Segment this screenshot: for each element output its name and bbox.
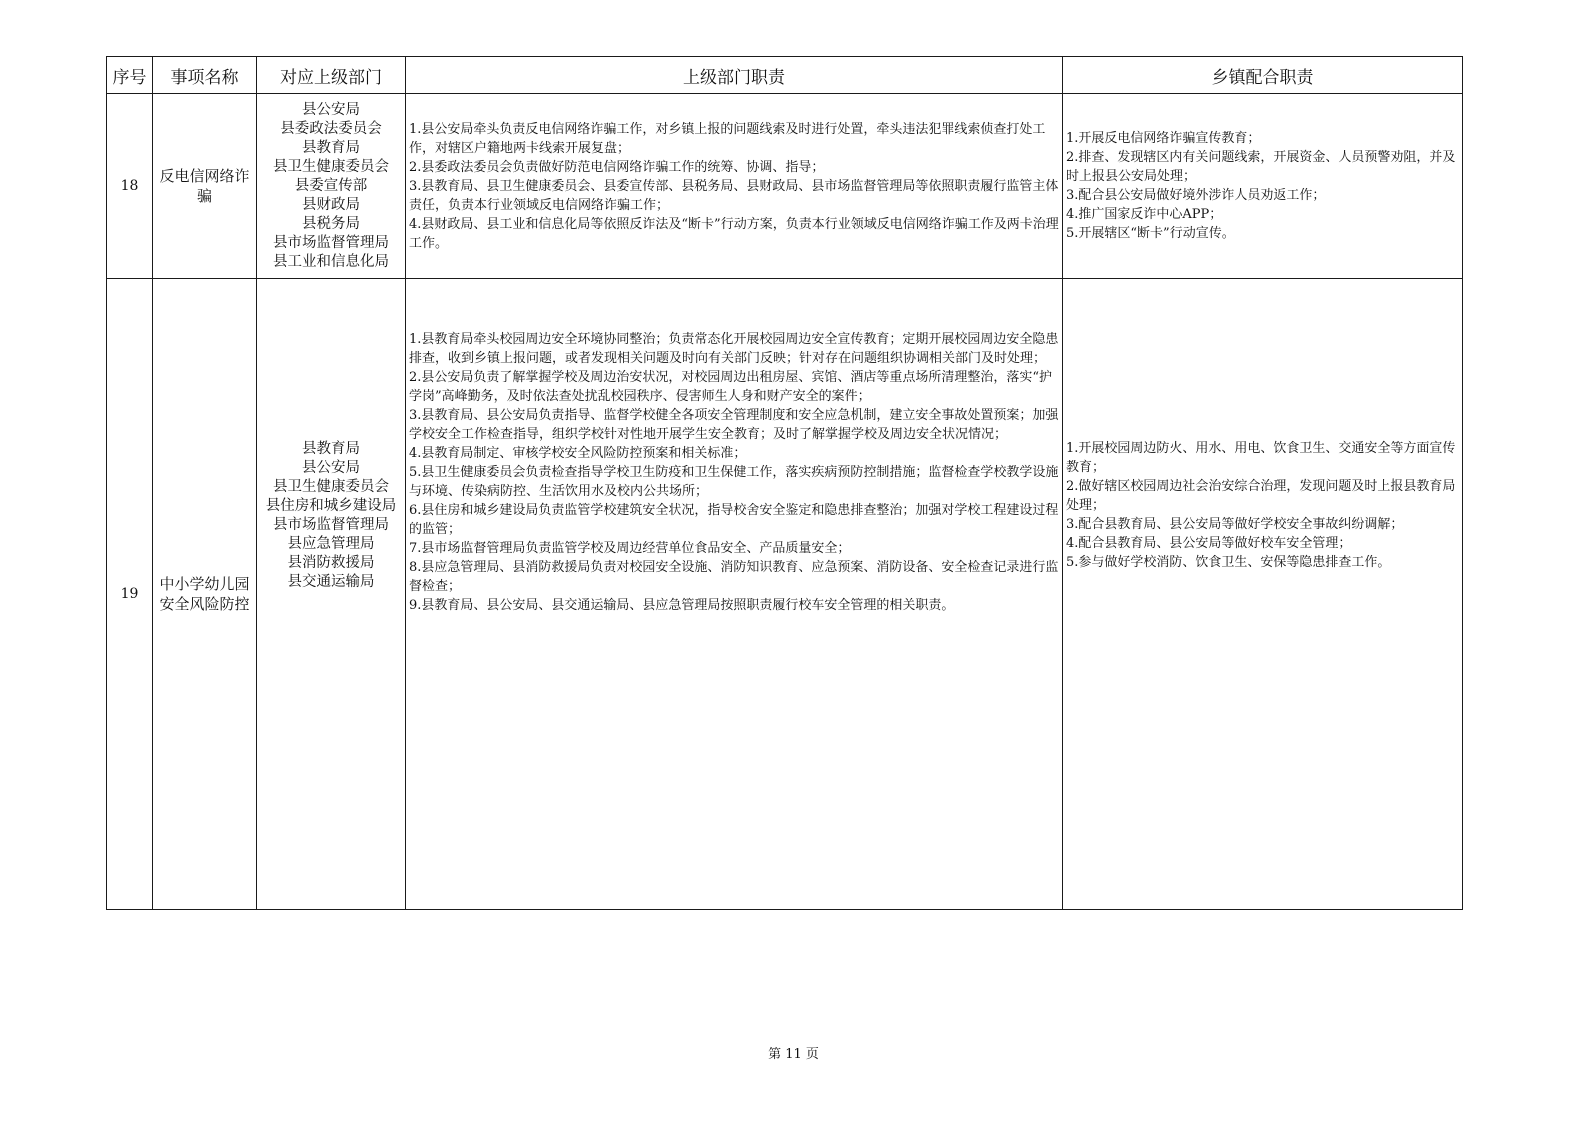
dept-item: 县税务局 xyxy=(302,215,360,232)
upper-duty-text xyxy=(406,279,1063,910)
dept-item: 县工业和信息化局 xyxy=(273,253,389,270)
town-duty-text xyxy=(1063,94,1463,279)
item-name-line: 反电信网络诈 xyxy=(159,167,250,185)
duty-item: 6.县住房和城乡建设局负责监管学校建筑安全状况，指导校舍安全鉴定和隐患排查整治；加强对学校工程建设过程的监管； xyxy=(409,503,1059,537)
dept-item: 县教育局 xyxy=(302,441,360,457)
dept-item: 县消防救援局 xyxy=(287,555,375,571)
dept-item: 县市场监督管理局 xyxy=(273,517,389,533)
item-name xyxy=(153,94,257,279)
duty-item: 2.县公安局负责了解掌握学校及周边治安状况，对校园周边出租房屋、宾馆、酒店等重点场所清理整治，落实“护学岗”高峰勤务，及时依法查处扰乱校园秩序、侵害师生人身和财产安全的案件； xyxy=(409,370,1053,404)
header-item-name: 事项名称 xyxy=(153,57,257,94)
page-number: 第 11 页 xyxy=(768,1047,819,1062)
duty-item: 1.开展反电信网络诈骗宣传教育； xyxy=(1066,131,1261,146)
duty-item: 4.县财政局、县工业和信息化局等依照反诈法及“断卡”行动方案，负责本行业领域反电信网络诈骗工作及两卡治理工作。 xyxy=(409,216,1059,251)
table-row xyxy=(107,94,1463,279)
header-town-duty: 乡镇配合职责 xyxy=(1063,57,1463,94)
dept-item: 县委政法委员会 xyxy=(280,120,382,137)
table-row xyxy=(107,279,1463,910)
header-row xyxy=(107,57,1463,94)
dept-item: 县住房和城乡建设局 xyxy=(265,498,397,514)
dept-item: 县应急管理局 xyxy=(287,536,375,552)
row-number: 19 xyxy=(107,279,153,910)
dept-item: 县市场监督管理局 xyxy=(273,234,389,251)
dept-item: 县委宣传部 xyxy=(294,177,368,194)
header-upper-dept: 对应上级部门 xyxy=(257,57,406,94)
dept-item: 县教育局 xyxy=(302,139,360,156)
duty-item: 3.县教育局、县公安局负责指导、监督学校健全各项安全管理制度和安全应急机制，建立安全事故处置预案；加强学校安全工作检查指导，组织学校针对性地开展学生安全教育；及时了解掌握学校及周边安全状况情况； xyxy=(409,408,1059,442)
dept-item: 县公安局 xyxy=(302,101,360,118)
header-no: 序号 xyxy=(107,57,153,94)
duty-item: 5.参与做好学校消防、饮食卫生、安保等隐患排查工作。 xyxy=(1066,555,1391,570)
duty-item: 3.配合县公安局做好境外涉诈人员劝返工作； xyxy=(1066,188,1326,203)
duty-item: 1.开展校园周边防火、用水、用电、饮食卫生、交通安全等方面宣传教育； xyxy=(1066,441,1456,475)
dept-item: 县财政局 xyxy=(302,196,360,213)
upper-duty-text xyxy=(406,94,1063,279)
header-upper-duty: 上级部门职责 xyxy=(406,57,1063,94)
duty-item: 2.做好辖区校园周边社会治安综合治理，发现问题及时上报县教育局处理； xyxy=(1066,479,1456,513)
dept-item: 县卫生健康委员会 xyxy=(273,158,389,175)
duty-item: 7.县市场监督管理局负责监管学校及周边经营单位食品安全、产品质量安全； xyxy=(409,541,851,556)
dept-list xyxy=(257,94,406,279)
dept-list xyxy=(257,279,406,910)
dept-item: 县卫生健康委员会 xyxy=(273,479,389,495)
duty-item: 4.县教育局制定、审核学校安全风险防控预案和相关标准； xyxy=(409,446,747,461)
item-name-line: 骗 xyxy=(196,187,212,205)
duty-item: 4.配合县教育局、县公安局等做好校车安全管理； xyxy=(1066,536,1352,551)
dept-item: 县交通运输局 xyxy=(287,574,375,590)
duty-item: 8.县应急管理局、县消防救援局负责对校园安全设施、消防知识教育、应急预案、消防设备、安全检查记录进行监督检查； xyxy=(409,560,1059,594)
duty-item: 3.县教育局、县卫生健康委员会、县委宣传部、县税务局、县财政局、县市场监督管理局等依照职责履行监管主体责任，负责本行业领域反电信网络诈骗工作； xyxy=(409,178,1059,213)
duty-item: 5.县卫生健康委员会负责检查指导学校卫生防疫和卫生保健工作，落实疾病预防控制措施；监督检查学校教学设施与环境、传染病防控、生活饮用水及校内公共场所； xyxy=(409,465,1059,499)
duty-item: 4.推广国家反诈中心APP； xyxy=(1066,207,1223,222)
item-name xyxy=(153,279,257,910)
town-duty-text xyxy=(1063,279,1463,910)
duty-table xyxy=(106,56,1463,910)
duty-item: 9.县教育局、县公安局、县交通运输局、县应急管理局按照职责履行校车安全管理的相关职责。 xyxy=(409,598,955,613)
duty-item: 2.县委政法委员会负责做好防范电信网络诈骗工作的统筹、协调、指导； xyxy=(409,159,825,175)
duty-item: 1.县教育局牵头校园周边安全环境协同整治；负责常态化开展校园周边安全宣传教育；定期开展校园周边安全隐患排查，收到乡镇上报问题，或者发现相关问题及时向有关部门反映；针对存在问题组织协调相关部门及时处理； xyxy=(409,332,1059,366)
duty-item: 5.开展辖区“断卡”行动宣传。 xyxy=(1066,226,1235,241)
item-name-line: 中小学幼儿园 xyxy=(159,575,250,593)
dept-item: 县公安局 xyxy=(302,460,360,476)
row-number: 18 xyxy=(107,94,153,279)
duty-item: 1.县公安局牵头负责反电信网络诈骗工作，对乡镇上报的问题线索及时进行处置，牵头违法犯罪线索侦查打处工作，对辖区户籍地两卡线索开展复盘； xyxy=(409,121,1046,156)
item-name-line: 安全风险防控 xyxy=(159,595,250,613)
duty-item: 3.配合县教育局、县公安局等做好学校安全事故纠纷调解； xyxy=(1066,517,1404,532)
duty-item: 2.排查、发现辖区内有关问题线索，开展资金、人员预警劝阻，并及时上报县公安局处理； xyxy=(1066,150,1456,184)
